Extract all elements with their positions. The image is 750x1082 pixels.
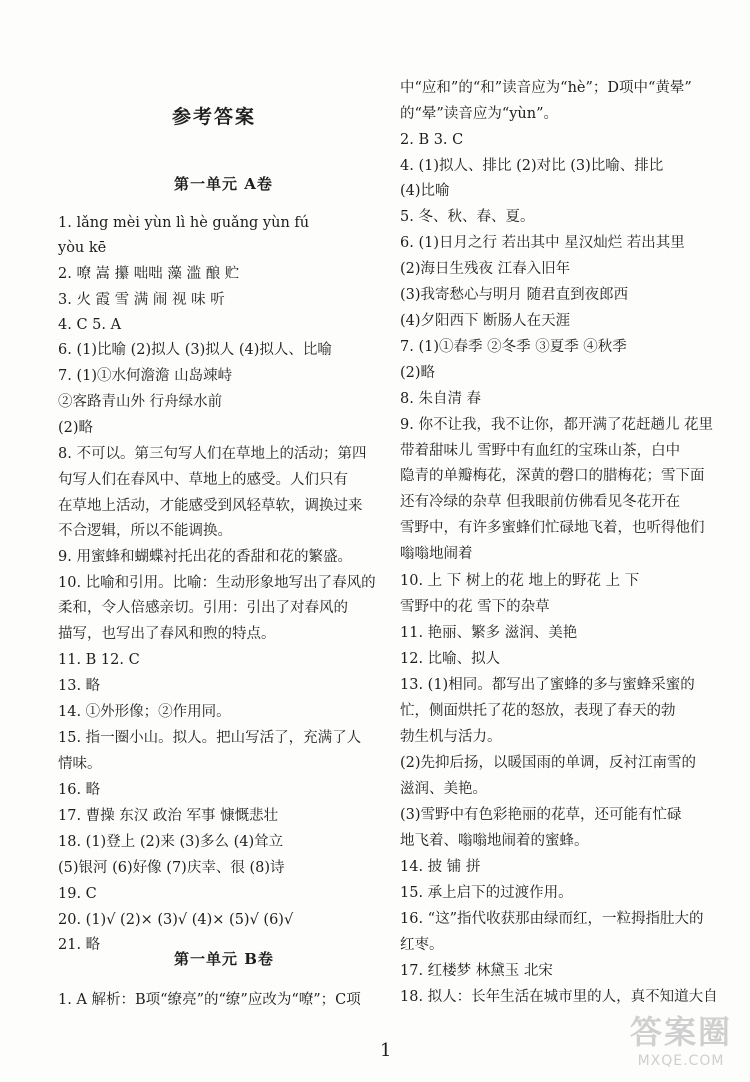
answer-line: 2. B 3. C bbox=[400, 132, 464, 148]
section-heading-a: 第一单元 A卷 bbox=[174, 175, 273, 193]
answer-line: 的“晕”读音应为“yùn”。 bbox=[400, 106, 559, 122]
answer-line: 雪野中，有许多蜜蜂们忙碌地飞着，也听得他们 bbox=[400, 520, 705, 536]
answer-line: 1. lǎng mèi yùn lì hè guǎng yùn fú bbox=[58, 215, 310, 231]
answer-line: 隐青的单瓣梅花，深黄的磬口的腊梅花；雪下面 bbox=[400, 468, 705, 484]
answer-line: 中“应和”的“和”读音应为“hè”；D项中“黄晕” bbox=[400, 80, 692, 96]
answer-line: 11. 艳丽、繁多 滋润、美艳 bbox=[400, 625, 578, 641]
answer-line: 14. ①外形像；②作用同。 bbox=[58, 704, 231, 720]
answer-line: 9. 用蜜蜂和蝴蝶衬托出花的香甜和花的繁盛。 bbox=[58, 549, 352, 565]
answer-line: 雪野中的花 雪下的杂草 bbox=[400, 599, 550, 615]
answer-line: 6. (1)比喻 (2)拟人 (3)拟人 (4)拟人、比喻 bbox=[58, 342, 332, 358]
answer-line: 14. 披 铺 拼 bbox=[400, 859, 481, 875]
answer-line: (3)我寄愁心与明月 随君直到夜郎西 bbox=[400, 287, 629, 303]
answer-line: 17. 红楼梦 林黛玉 北宋 bbox=[400, 963, 553, 979]
answer-line: 4. (1)拟人、排比 (2)对比 (3)比喻、排比 bbox=[400, 158, 664, 174]
answer-line: 18. (1)登上 (2)来 (3)多么 (4)耸立 bbox=[58, 834, 284, 850]
answer-line: 4. C 5. A bbox=[58, 317, 122, 333]
answer-line: 18. 拟人：长年生活在城市里的人，真不知道大自 bbox=[400, 989, 718, 1005]
answer-line: 12. 比喻、拟人 bbox=[400, 651, 501, 667]
section-heading-b: 第一单元 B卷 bbox=[174, 950, 274, 968]
answer-line: 13. 略 bbox=[58, 678, 101, 694]
answer-line: 滋润、美艳。 bbox=[400, 781, 487, 797]
answer-line: (4)比喻 bbox=[400, 183, 450, 199]
answer-line: 句写人们在春风中、草地上的感受。人们只有 bbox=[58, 472, 348, 488]
watermark-line1: 答案圈 bbox=[629, 1013, 732, 1051]
answer-line: 5. 冬、秋、春、夏。 bbox=[400, 209, 535, 225]
answer-line: 地飞着、嗡嗡地闹着的蜜蜂。 bbox=[400, 833, 589, 849]
answer-line: 带着甜味儿 雪野中有血红的宝珠山茶，白中 bbox=[400, 443, 681, 459]
answer-line: 8. 朱自清 春 bbox=[400, 391, 482, 407]
page-title: 参考答案 bbox=[172, 106, 257, 128]
answer-line: 嗡嗡地闹着 bbox=[400, 546, 473, 562]
answer-line: (2)先抑后扬，以暖国雨的单调，反衬江南雪的 bbox=[400, 755, 697, 771]
answer-line: 17. 曹操 东汉 政治 军事 慷慨悲壮 bbox=[58, 808, 279, 824]
answer-line: 描写，也写出了春风和煦的特点。 bbox=[58, 626, 276, 642]
watermark-line2: MXQE.COM bbox=[637, 1053, 725, 1069]
answer-line: (2)略 bbox=[400, 365, 436, 381]
answer-line: 16. 略 bbox=[58, 782, 101, 798]
answer-line: 情味。 bbox=[58, 756, 102, 772]
answer-line: 10. 上 下 树上的花 地上的野花 上 下 bbox=[400, 573, 640, 589]
answer-line: 3. 火 霞 雪 满 闹 视 味 听 bbox=[58, 292, 225, 308]
watermark-logo bbox=[618, 1012, 744, 1076]
answer-line: 11. B 12. C bbox=[58, 652, 140, 668]
answer-line: 10. 比喻和引用。比喻：生动形象地写出了春风的 bbox=[58, 575, 376, 591]
answer-line: ②客路青山外 行舟绿水前 bbox=[58, 394, 223, 410]
answer-line: 1. A 解析：B项“缭亮”的“缭”应改为“嘹”；C项 bbox=[58, 992, 361, 1008]
answer-line: 6. (1)日月之行 若出其中 星汉灿烂 若出其里 bbox=[400, 235, 685, 251]
answer-line: 7. (1)①水何澹澹 山岛竦峙 bbox=[58, 368, 233, 384]
answer-line: (2)海日生残夜 江春入旧年 bbox=[400, 261, 571, 277]
answer-line: (5)银河 (6)好像 (7)庆幸、很 (8)诗 bbox=[58, 860, 285, 876]
answer-line: 7. (1)①春季 ②冬季 ③夏季 ④秋季 bbox=[400, 339, 627, 355]
answer-line: 勃生机与活力。 bbox=[400, 729, 502, 745]
answer-line: 8. 不可以。第三句写人们在草地上的活动；第四 bbox=[58, 446, 367, 462]
answer-line: 16. “这”指代收获那由绿而红，一粒拇指肚大的 bbox=[400, 911, 704, 927]
answer-line: 2. 嘹 嵩 攥 咄咄 藻 滥 酿 贮 bbox=[58, 266, 240, 282]
answer-line: (4)夕阳西下 断肠人在天涯 bbox=[400, 313, 571, 329]
answer-line: 15. 承上启下的过渡作用。 bbox=[400, 885, 573, 901]
answer-line: 还有冷绿的杂草 但我眼前仿佛看见冬花开在 bbox=[400, 494, 681, 510]
answer-line: 忙，侧面烘托了花的怒放，表现了春天的勃 bbox=[400, 703, 676, 719]
page-number: 1 bbox=[380, 1040, 392, 1061]
answer-line: 9. 你不让我，我不让你，都开满了花赶趟儿 花里 bbox=[400, 417, 714, 433]
answer-line: 不合逻辑，所以不能调换。 bbox=[58, 523, 232, 539]
answer-line: 柔和，令人倍感亲切。引用：引出了对春风的 bbox=[58, 600, 348, 616]
answer-line: 红枣。 bbox=[400, 937, 444, 953]
answer-line: (3)雪野中有色彩艳丽的花草，还可能有忙碌 bbox=[400, 807, 682, 823]
answer-line: 19. C bbox=[58, 886, 97, 902]
answer-line: 21. 略 bbox=[58, 937, 101, 953]
answer-line: 15. 指一圈小山。拟人。把山写活了，充满了人 bbox=[58, 730, 362, 746]
answer-line: 20. (1)√ (2)× (3)√ (4)× (5)√ (6)√ bbox=[58, 912, 294, 928]
answer-line: (2)略 bbox=[58, 420, 94, 436]
answer-line: yòu kē bbox=[58, 240, 107, 256]
answer-line: 13. (1)相同。都写出了蜜蜂的多与蜜蜂采蜜的 bbox=[400, 677, 695, 693]
answer-line: 在草地上活动，才能感受到风轻草软，调换过来 bbox=[58, 498, 363, 514]
